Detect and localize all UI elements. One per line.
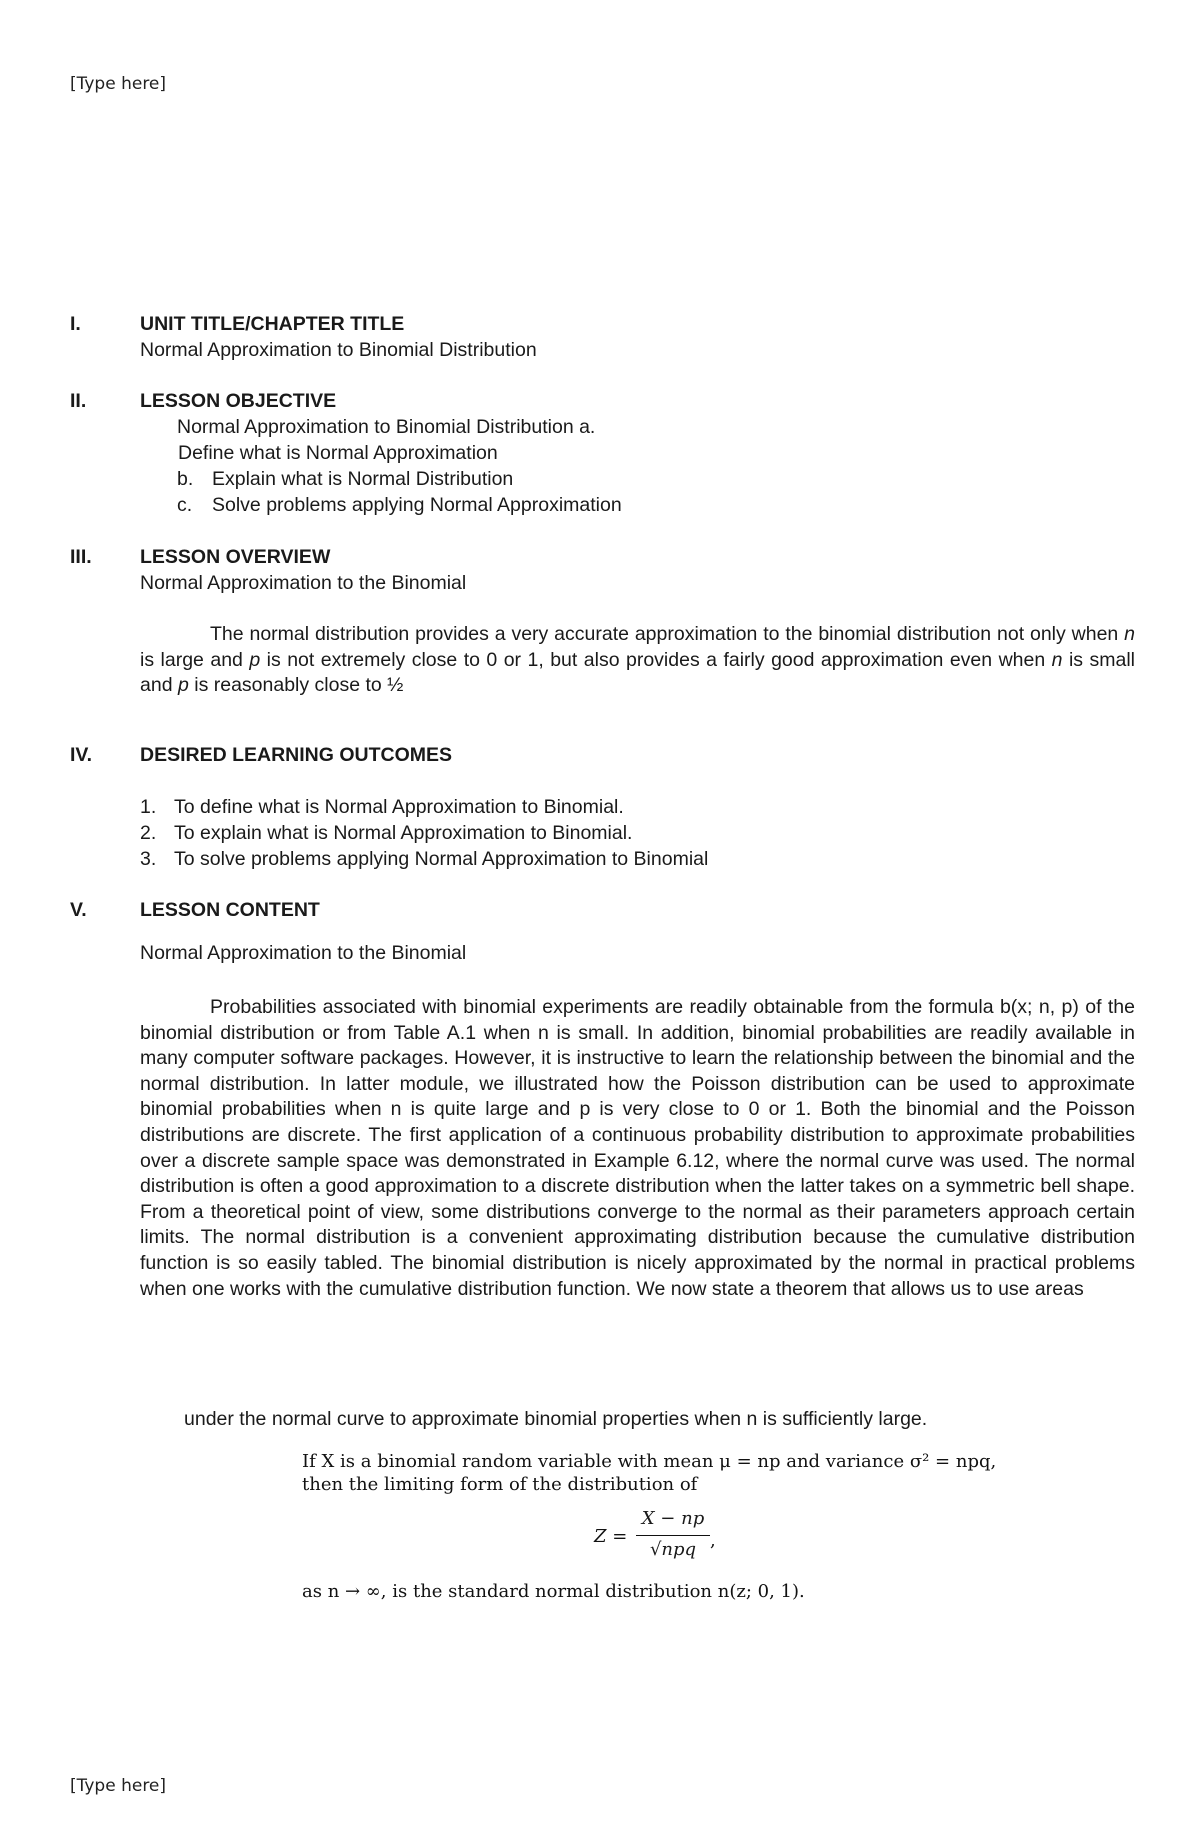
formula-numerator: X − np [641,1508,705,1529]
theorem-line-2: then the limiting form of the distribution of [302,1474,698,1495]
section-title: UNIT TITLE/CHAPTER TITLE [140,313,405,335]
theorem-line-3: as n → ∞, is the standard normal distribution n(z; 0, 1). [302,1581,805,1602]
formula-lhs: Z = [594,1526,628,1547]
section-number: III. [70,546,92,568]
section-number: V. [70,899,87,921]
section-number: I. [70,313,81,335]
formula-fraction [636,1508,710,1568]
formula-comma: , [710,1530,716,1551]
section-number: II. [70,390,87,412]
outcome-number: 2. [140,822,157,844]
section-unit-title [70,313,1135,373]
section-subtitle: Normal Approximation to the Binomial [140,942,467,964]
section-title: DESIRED LEARNING OUTCOMES [140,744,453,766]
fraction-bar [636,1535,710,1536]
content-paragraph: Probabilities associated with binomial experiments are readily obtainable from the formula b(x; n, p) of the binomial distribution or from Table A.1 when n is small. In addition, binomial probabilities are readily available in many computer software packages. However, it is instructive to learn the relationship between the binomial and the normal distribution. In latter module, we illustrated how the Poisson distribution can be used to approximate binomial probabilities when n is quite large and p is very close to 0 or 1. Both the binomial and the Poisson distributions are discrete. The first application of a continuous probability distribution to approximate probabilities over a discrete sample space was demonstrated in Example 6.12, where the normal curve was used. The normal distribution is often a good approximation to a discrete distribution when the latter takes on a symmetric bell shape. From a theoretical point of view, some distributions converge to the normal as their parameters approach certain limits. The normal distribution is a convenient approximating distribution because the cumulative distribution function is so easily tabled. The binomial distribution is nicely approximated by the normal in practical problems when one works with the cumulative distribution function. We now state a theorem that allows us to use areas [140,996,1135,1300]
outcome-number: 3. [140,848,157,870]
outcome-item: To define what is Normal Approximation to Binomial. [174,796,624,818]
content-continuation: under the normal curve to approximate binomial properties when n is sufficiently large. [184,1408,928,1430]
objective-item: Explain what is Normal Distribution [212,468,514,490]
section-lesson-objective [70,390,1135,520]
section-number: IV. [70,744,93,766]
section-subtitle: Normal Approximation to the Binomial [140,572,467,594]
theorem-line-1: If X is a binomial random variable with mean μ = np and variance σ² = npq, [302,1451,997,1472]
section-title: LESSON CONTENT [140,899,320,921]
objective-line: Normal Approximation to Binomial Distribution a. [177,416,596,438]
section-subtitle: Normal Approximation to Binomial Distribution [140,339,537,361]
objective-line: Define what is Normal Approximation [178,442,498,464]
objective-letter: c. [177,494,193,516]
objective-item: Solve problems applying Normal Approximation [212,494,622,516]
section-learning-outcomes [70,744,1135,874]
overview-paragraph: The normal distribution provides a very accurate approximation to the binomial distribution not only when n is large and p is not extremely close to 0 or 1, but also provides a fairly good approximation even when n is small and p is reasonably close to ½ [140,623,1136,697]
formula-denominator: √npq [649,1539,697,1560]
page-header: [Type here] [70,74,167,94]
section-title: LESSON OBJECTIVE [140,390,337,412]
section-title: LESSON OVERVIEW [140,546,331,568]
outcome-item: To explain what is Normal Approximation to Binomial. [174,822,633,844]
page-footer: [Type here] [70,1776,167,1796]
section-lesson-content [70,899,1135,969]
outcome-number: 1. [140,796,157,818]
outcome-item: To solve problems applying Normal Approximation to Binomial [174,848,709,870]
objective-letter: b. [177,468,194,490]
